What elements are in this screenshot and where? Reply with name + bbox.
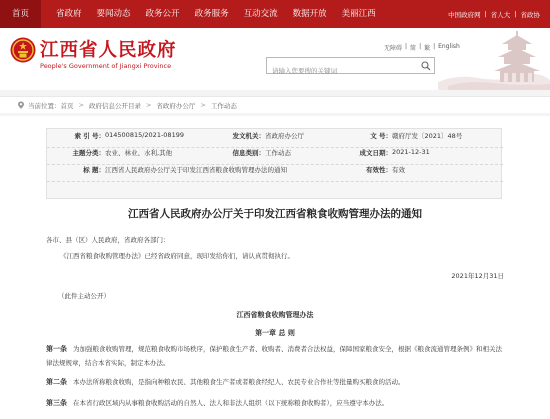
separator: | bbox=[419, 43, 422, 50]
type-label: 信息类别： bbox=[232, 149, 265, 157]
english-link[interactable]: English bbox=[438, 43, 460, 50]
simplified-link[interactable]: 简 bbox=[410, 45, 417, 52]
index-value: 014500815/2021-08199 bbox=[105, 131, 184, 139]
separator: | bbox=[433, 43, 436, 50]
top-nav bbox=[0, 0, 550, 28]
docno-label: 文 号： bbox=[370, 132, 392, 140]
search-box bbox=[266, 57, 435, 74]
content-card bbox=[0, 116, 550, 419]
article-item bbox=[46, 375, 506, 389]
breadcrumb-office[interactable]: 省政府办公厅 bbox=[156, 101, 196, 110]
meta-row bbox=[47, 165, 503, 182]
chapter-heading: 第一章 总 则 bbox=[255, 329, 295, 337]
site-header bbox=[0, 28, 550, 90]
title-label: 标 题： bbox=[83, 166, 105, 174]
publication-note: （此件主动公开） bbox=[58, 292, 110, 300]
nav-interaction[interactable]: 互动交流 bbox=[243, 9, 278, 19]
search-input[interactable] bbox=[267, 64, 417, 79]
index-label: 索 引 号： bbox=[74, 132, 105, 140]
article-item bbox=[46, 342, 506, 370]
article-number: 第一条 bbox=[46, 345, 67, 353]
chevron-right-icon: > bbox=[200, 101, 206, 109]
nav-services[interactable]: 政务服务 bbox=[194, 9, 229, 19]
topic-value: 农业、林业、水利,其他 bbox=[105, 149, 173, 157]
nav-public-affairs[interactable]: 政务公开 bbox=[145, 9, 180, 19]
nav-home[interactable]: 首页 bbox=[0, 0, 41, 28]
link-npc[interactable]: 省人大 bbox=[490, 10, 511, 19]
date-value: 2021-12-31 bbox=[392, 148, 430, 156]
meta-row bbox=[47, 148, 503, 165]
title-value: 江西省人民政府办公厅关于印发江西省粮食收购管理办法的通知 bbox=[105, 166, 287, 174]
chevron-right-icon: > bbox=[78, 101, 84, 109]
nav-beautiful-jiangxi[interactable]: 美丽江西 bbox=[341, 9, 376, 19]
traditional-link[interactable]: 繁 bbox=[424, 45, 431, 52]
document-meta-table bbox=[46, 128, 502, 199]
breadcrumb-label: 当前位置： bbox=[28, 101, 61, 110]
type-value: 工作动态 bbox=[265, 149, 291, 157]
validity-value: 有效 bbox=[392, 166, 405, 174]
document-title: 江西省人民政府办公厅关于印发江西省粮食收购管理办法的通知 bbox=[128, 208, 422, 220]
location-pin-icon bbox=[17, 101, 25, 109]
separator: | bbox=[405, 43, 408, 50]
breadcrumb-home[interactable]: 首页 bbox=[60, 101, 74, 110]
pavilion-illustration-icon bbox=[438, 30, 550, 90]
date-label: 成文日期： bbox=[359, 149, 392, 157]
issuer-label: 发文机关： bbox=[232, 132, 265, 140]
article-text: 在本省行政区域内从事粮食收购活动的自然人、法人和非法人组织（以下统称粮食收购者），应当遵守本办法。 bbox=[73, 399, 389, 407]
link-gov-cn[interactable]: 中国政府网 bbox=[448, 10, 481, 19]
national-emblem-icon bbox=[10, 37, 36, 63]
link-cppcc[interactable]: 省政协 bbox=[520, 10, 540, 19]
article-item bbox=[46, 396, 506, 410]
nav-news[interactable]: 要闻动态 bbox=[96, 9, 131, 19]
docno-value: 赣府厅发〔2021〕48号 bbox=[392, 132, 463, 140]
regulation-title: 江西省粮食收购管理办法 bbox=[236, 311, 314, 319]
separator: | bbox=[514, 9, 517, 18]
site-subtitle: People's Government of Jiangxi Province bbox=[40, 62, 172, 70]
site-title: 江西省人民政府 bbox=[40, 40, 177, 61]
breadcrumb-catalog[interactable]: 政府信息公开目录 bbox=[88, 101, 141, 110]
chevron-right-icon: > bbox=[145, 101, 152, 109]
search-icon[interactable] bbox=[421, 61, 431, 71]
topic-label: 主题分类： bbox=[72, 149, 105, 157]
nav-open-data[interactable]: 数据开放 bbox=[292, 9, 327, 19]
accessibility-link[interactable]: 无障碍 bbox=[384, 45, 403, 52]
article-number: 第三条 bbox=[46, 399, 67, 407]
article-text: 为加强粮食收购管理，规范粮食收购市场秩序，保护粮食生产者、收购者、消费者合法权益，保障国家粮食安全，根据《粮食流通管理条例》和相关法律法规规章，结合本省实际，制定本办法。 bbox=[46, 345, 502, 367]
validity-label: 有效性： bbox=[366, 166, 392, 174]
article-number: 第二条 bbox=[46, 378, 67, 386]
body-paragraph: 《江西省粮食收购管理办法》已经省政府同意，现印发给你们，请认真贯彻执行。 bbox=[60, 252, 294, 260]
salutation: 各市、县（区）人民政府，省政府各部门： bbox=[46, 236, 170, 244]
breadcrumb bbox=[0, 96, 550, 113]
article-text: 本办法所称粮食收购，是指向种粮农民、其他粮食生产者或者粮食经纪人、农民专业合作社等批量购买粮食的活动。 bbox=[73, 378, 405, 386]
nav-provincial-government[interactable]: 省政府 bbox=[56, 9, 82, 19]
top-links bbox=[448, 10, 540, 19]
separator: | bbox=[484, 9, 487, 18]
breadcrumb-work-news[interactable]: 工作动态 bbox=[210, 101, 237, 110]
meta-row bbox=[47, 131, 503, 148]
issuer-value: 省政府办公厅 bbox=[265, 132, 304, 140]
document-date: 2021年12月31日 bbox=[451, 272, 504, 280]
